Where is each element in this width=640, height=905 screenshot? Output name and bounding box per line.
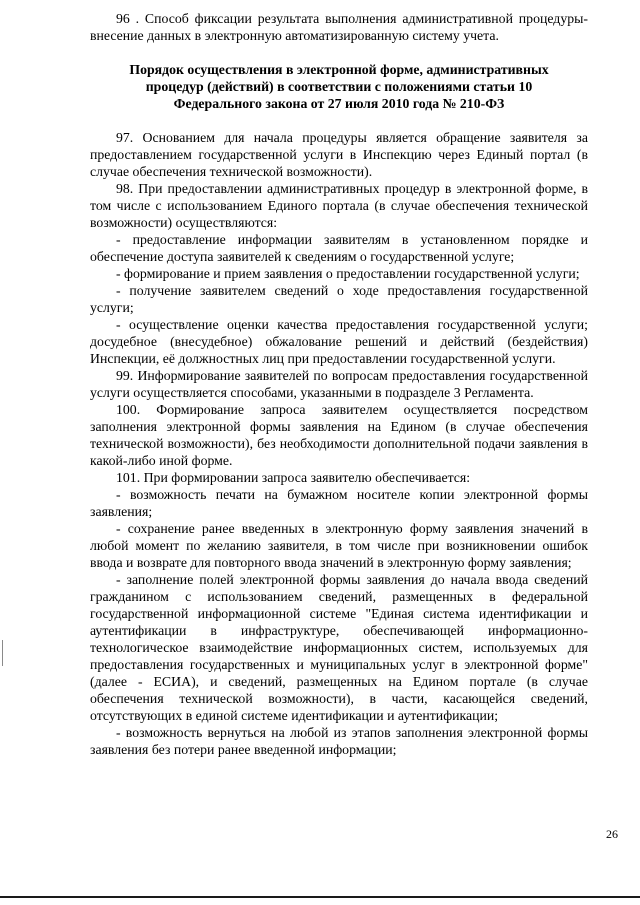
list-item-save: - сохранение ранее введенных в электронную форму заявления значений в любой момент по желанию заявителя, в том числе при возникновении ошибок ввода и возврате для повторного ввода значений в электронную форму заявления; <box>90 521 588 570</box>
page-number: 26 <box>606 827 618 841</box>
paragraph-100: 100. Формирование запроса заявителем осуществляется посредством заполнения электронной формы заявления на Едином (в случае обеспечения технической возможности), без необходимости дополнительной подачи заявления в какой-либо иной форме. <box>90 402 588 468</box>
paragraph-99: 99. Информирование заявителей по вопросам предоставления государственной услуги осуществляется способами, указанными в подразделе 3 Регламента. <box>90 368 588 400</box>
list-item-evaluation: - осуществление оценки качества предоставления государственной услуги; досудебное (внесудебное) обжалование решений и действий (бездействия) Инспекции, её должностных лиц при предоставлении государственной услуги. <box>90 317 588 366</box>
list-item-return: - возможность вернуться на любой из этапов заполнения электронной формы заявления без потери ранее введенной информации; <box>90 725 588 757</box>
list-item-application: - формирование и прием заявления о предоставлении государственной услуги; <box>116 266 580 281</box>
page-content <box>90 10 588 758</box>
list-item-autofill: - заполнение полей электронной формы заявления до начала ввода сведений гражданином с использованием сведений, размещенных в федеральной государственной информационной системе "Единая система идентификации и аутентификации в инфраструктуре, обеспечивающей информационно-технологическое взаимодействие информационных систем, используемых для предоставления государственных и муниципальных услуг в электронной форме" (далее - ЕСИА), и сведений, размещенных на Едином портале (в случае обеспечения технической возможности), в части, касающейся сведений, отсутствующих в единой системе идентификации и аутентификации; <box>90 572 588 723</box>
paragraph-96: 96 . Способ фиксации результата выполнения административной процедуры-внесение данных в электронную автоматизированную систему учета. <box>90 11 588 43</box>
scan-edge-mark <box>2 640 3 666</box>
section-heading: Порядок осуществления в электронной форме, административных процедур (действий) в соответствии с положениями статьи 10 Федерального закона от 27 июля 2010 года № 210-ФЗ <box>129 62 549 111</box>
list-item-information: - предоставление информации заявителям в установленном порядке и обеспечение доступа заявителей к сведениям о государственной услуге; <box>90 232 588 264</box>
paragraph-101: 101. При формировании запроса заявителю обеспечивается: <box>116 470 471 485</box>
scan-bottom-edge <box>0 896 640 898</box>
list-item-status: - получение заявителем сведений о ходе предоставления государственной услуги; <box>90 283 588 315</box>
paragraph-98: 98. При предоставлении административных процедур в электронной форме, в том числе с использованием Единого портала (в случае обеспечения технической возможности) осуществляются: <box>90 181 588 230</box>
list-item-print: - возможность печати на бумажном носителе копии электронной формы заявления; <box>90 487 588 519</box>
paragraph-97: 97. Основанием для начала процедуры является обращение заявителя за предоставлением государственной услуги в Инспекцию через Единый портал (в случае обеспечения технической возможности). <box>90 130 588 179</box>
